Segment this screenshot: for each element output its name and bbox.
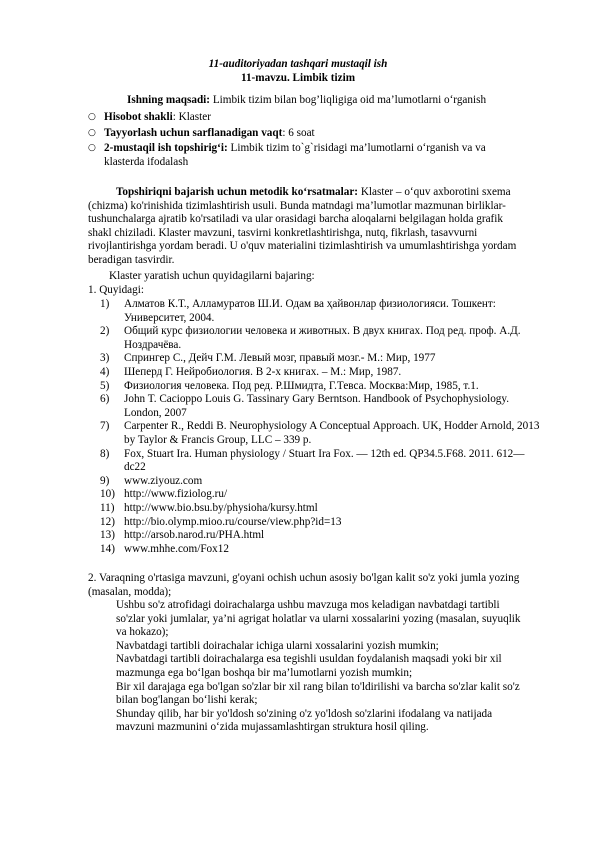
reference-text: Общий курс физиологии человека и животных. В двух книгах. Под ред. проф. А.Д. Ноздрачёва. bbox=[124, 325, 521, 351]
reference-item bbox=[100, 366, 540, 380]
reference-number: 8) bbox=[100, 447, 110, 460]
reference-item bbox=[100, 325, 540, 352]
reference-item bbox=[100, 516, 540, 530]
reference-item bbox=[100, 420, 540, 447]
step-2-item: Shunday qilib, har bir yo'ldosh so'zining o'z yo'ldosh so'zlarini ifodalang va natijada mavzuni mazmunini o‘zida mujassamlashtirgan struktura hosil qiling. bbox=[116, 707, 493, 734]
reference-number: 9) bbox=[100, 474, 110, 487]
reference-text: www.mhhe.com/Fox12 bbox=[124, 542, 229, 555]
purpose-text: Limbik tizim bilan bog’liqligiga oid ma’lumotlarni o‘rganish bbox=[210, 94, 487, 106]
step-1-label: 1. Quyidagi: bbox=[88, 284, 144, 296]
method-label: Topshiriqni bajarish uchun metodik ko‘rsatmalar: bbox=[116, 186, 359, 198]
bullet-label: Hisobot shakli bbox=[104, 111, 173, 123]
reference-number: 1) bbox=[100, 298, 110, 310]
reference-number: 14) bbox=[100, 542, 115, 555]
task-bullet-list bbox=[88, 111, 528, 169]
bullet-circle-icon: ○ bbox=[88, 112, 96, 122]
method-text: Klaster – o‘quv axborotini sxema (chizma) ko'rinishida tizimlashtirish usuli. Bunda matndagi ma’lumotlar mazmunan birliklar-tushunchalarga ajratib ko'rsatiladi va ular orasidagi barcha aloqalarni belgilagan holda grafik shakl chiziladi. Klaster mavzuni, tasvirni konkretlashtirishga, nutq, fikrlash, tasavvurni rivojlantirishga yordam beradi. U o'quv materialini tizimlashtirish va umumlashtirishga yordam beradigan tasvirdir. bbox=[88, 186, 517, 266]
reference-item bbox=[100, 393, 540, 420]
reference-number: 5) bbox=[100, 379, 110, 392]
reference-list bbox=[100, 298, 540, 556]
instruction-line: Klaster yaratish uchun quyidagilarni bajaring: bbox=[109, 270, 315, 282]
bullet-label: Tayyorlash uchun sarflanadigan vaqt bbox=[104, 126, 283, 139]
reference-text: Физиология человека. Под ред. Р.Шмидта, Г.Тевса. Москва:Мир, 1985, т.1. bbox=[124, 379, 479, 392]
reference-item bbox=[100, 502, 540, 516]
reference-number: 2) bbox=[100, 325, 110, 338]
reference-number: 7) bbox=[100, 420, 110, 433]
step-2-item: Navbatdagi tartibli doirachalar ichiga ularni xossalarini yozish mumkin; bbox=[116, 639, 439, 652]
reference-text: http://bio.olymp.mioo.ru/course/view.php?id=13 bbox=[124, 515, 342, 528]
reference-item bbox=[100, 352, 540, 366]
reference-item bbox=[100, 543, 540, 557]
reference-number: 13) bbox=[100, 529, 115, 542]
purpose-line bbox=[127, 94, 567, 108]
document-title: 11-auditoriyadan tashqari mustaqil ish bbox=[208, 58, 388, 70]
bullet-circle-icon: ○ bbox=[88, 127, 96, 138]
reference-number: 11) bbox=[100, 501, 115, 514]
reference-item bbox=[100, 380, 540, 394]
reference-text: Алматов К.Т., Алламуратов Ш.И. Одам ва ҳайвонлар физиологияси. Тошкент: Университет, 2004. bbox=[124, 298, 496, 324]
bullet-label: 2-mustaqil ish topshirig‘i: bbox=[104, 142, 228, 155]
reference-item bbox=[100, 475, 540, 489]
reference-text: Fox, Stuart Ira. Human physiology / Stuart Ira Fox. — 12th ed. QP34.5.F68. 2011. 612—dc22 bbox=[124, 447, 525, 474]
document-subtitle: 11-mavzu. Limbik tizim bbox=[240, 72, 356, 84]
method-paragraph bbox=[88, 186, 528, 268]
step-2-item: Bir xil darajaga ega bo'lgan so'zlar bir xil rang bilan to'ldirilishi va barcha so'zlar kalit so'z bilan bog'langan bo‘lishi kerak; bbox=[116, 680, 520, 707]
reference-text: Спрингер С., Дейч Г.М. Левый мозг, правый мозг.- М.: Мир, 1977 bbox=[124, 352, 436, 365]
step-2-item: Ushbu so'z atrofidagi doirachalarga ushbu mavzuga mos keladigan navbatdagi tartibli so'zlar yoki jumlalar, ya’ni agrigat holatlar va ularni xossalarini yozing (masalan, suyuqlik va hokazo); bbox=[116, 599, 521, 639]
reference-text: John T. Cacioppo Louis G. Tassinary Gary Berntson. Handbook of Psychophysiology. London, 2007 bbox=[124, 393, 510, 419]
step-2-instructions bbox=[116, 599, 528, 735]
bullet-prep-time bbox=[88, 127, 528, 141]
reference-item bbox=[100, 298, 540, 325]
bullet-text: : 6 soat bbox=[282, 126, 315, 139]
reference-number: 3) bbox=[100, 352, 110, 365]
reference-number: 4) bbox=[100, 365, 110, 378]
purpose-label: Ishning maqsadi: bbox=[127, 94, 211, 106]
bullet-report-form bbox=[88, 111, 528, 125]
step-2-paragraph: 2. Varaqning o'rtasiga mavzuni, g'oyani ochish uchun asosiy bo'lgan kalit so'z yoki jumla yozing (masalan, modda); bbox=[88, 572, 520, 598]
bullet-text: Limbik tizim to`g`risidagi ma’lumotlarni o‘rganish va va klasterda ifodalash bbox=[104, 142, 486, 168]
reference-text: www.ziyouz.com bbox=[124, 474, 203, 487]
step-2-item: Navbatdagi tartibli doirachalarga esa tegishli usuldan foydalanish maqsadi yoki bir xil mazmunga ega bo‘lgan boshqa bir ma’lumotlarni yozish mumkin; bbox=[116, 653, 502, 679]
reference-item bbox=[100, 529, 540, 543]
reference-text: Шеперд Г. Нейробиология. В 2-х книгах. – М.: Мир, 1987. bbox=[124, 365, 402, 378]
reference-text: http://www.fiziolog.ru/ bbox=[124, 488, 228, 501]
reference-text: http://arsob.narod.ru/PHA.html bbox=[124, 529, 265, 542]
reference-number: 12) bbox=[100, 515, 115, 528]
bullet-task bbox=[88, 142, 528, 169]
reference-item bbox=[100, 448, 540, 475]
reference-text: Carpenter R., Reddi B. Neurophysiology A Conceptual Approach. UK, Hodder Arnold, 2013 by Taylor & Francis Group, LLC – 339 p. bbox=[124, 420, 540, 446]
bullet-circle-icon: ○ bbox=[88, 143, 96, 154]
reference-number: 6) bbox=[100, 393, 110, 406]
reference-text: http://www.bio.bsu.by/physioha/kursy.html bbox=[124, 501, 318, 514]
reference-item bbox=[100, 488, 540, 502]
reference-number: 10) bbox=[100, 488, 115, 501]
bullet-text: : Klaster bbox=[172, 111, 211, 123]
